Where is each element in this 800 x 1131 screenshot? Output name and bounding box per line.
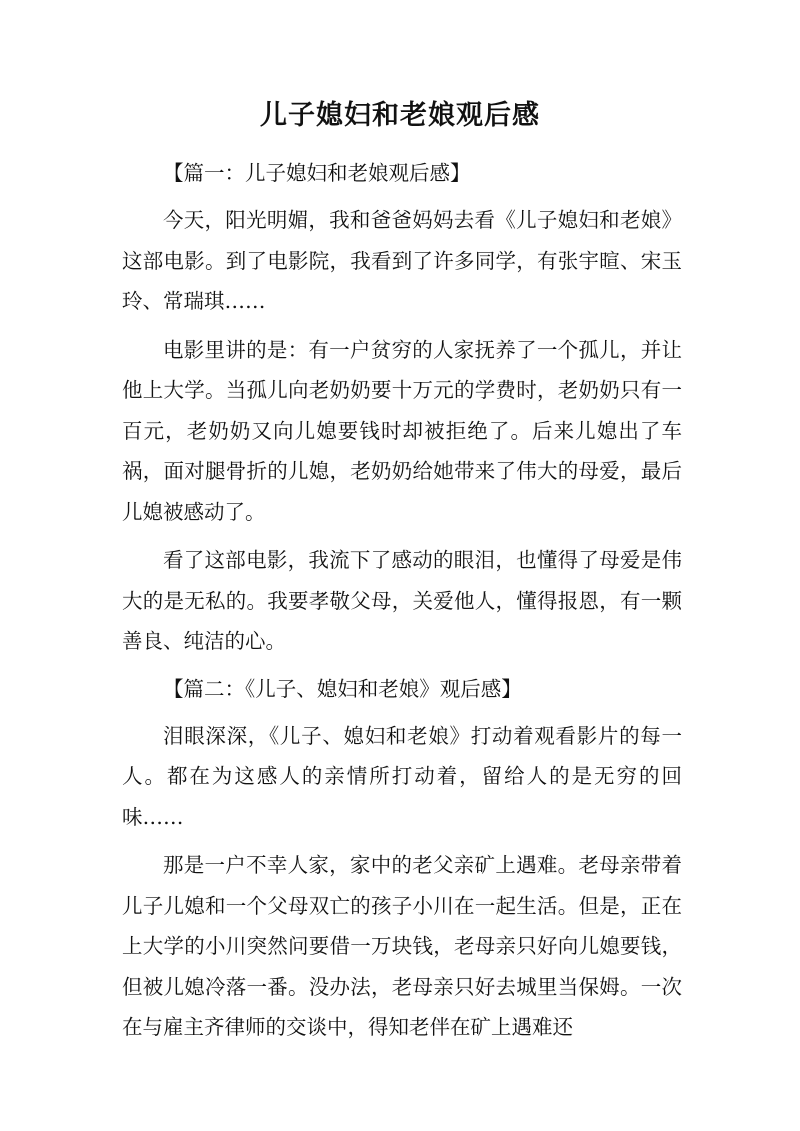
section-2-paragraph-1: 泪眼深深，《儿子、媳妇和老娘》打动着观看影片的每一人。都在为这感人的亲情所打动着，留给人的是无穷的回味…… — [122, 723, 682, 829]
section-1-paragraph-2: 电影里讲的是：有一户贫穷的人家抚养了一个孤儿，并让他上大学。当孤儿向老奶奶要十万元的学费时，老奶奶只有一百元，老奶奶又向儿媳要钱时却被拒绝了。后来儿媳出了车祸，面对腿骨折的儿媳，老奶奶给她带来了伟大的母爱，最后儿媳被感动了。 — [122, 337, 682, 524]
section-1-heading: 【篇一：儿子媳妇和老娘观后感】 — [163, 161, 471, 185]
section-2-heading: 【篇二：《儿子、媳妇和老娘》观后感】 — [163, 676, 522, 701]
document-title: 儿子媳妇和老娘观后感 — [260, 100, 540, 131]
document-body — [122, 154, 682, 1056]
section-1-paragraph-1: 今天，阳光明媚，我和爸爸妈妈去看《儿子媳妇和老娘》这部电影。到了电影院，我看到了许多同学，有张宇暄、宋玉玲、常瑞琪…… — [122, 208, 682, 313]
section-1-paragraph-3: 看了这部电影，我流下了感动的眼泪，也懂得了母爱是伟大的是无私的。我要孝敬父母，关爱他人，懂得报恩，有一颗善良、纯洁的心。 — [122, 548, 682, 653]
section-2-paragraph-2: 那是一户不幸人家，家中的老父亲矿上遇难。老母亲带着儿子儿媳和一个父母双亡的孩子小川在一起生活。但是，正在上大学的小川突然问要借一万块钱，老母亲只好向儿媳要钱，但被儿媳冷落一番。没办法，老母亲只好去城里当保姆。一次在与雇主齐律师的交谈中，得知老伴在矿上遇难还 — [122, 853, 682, 1039]
